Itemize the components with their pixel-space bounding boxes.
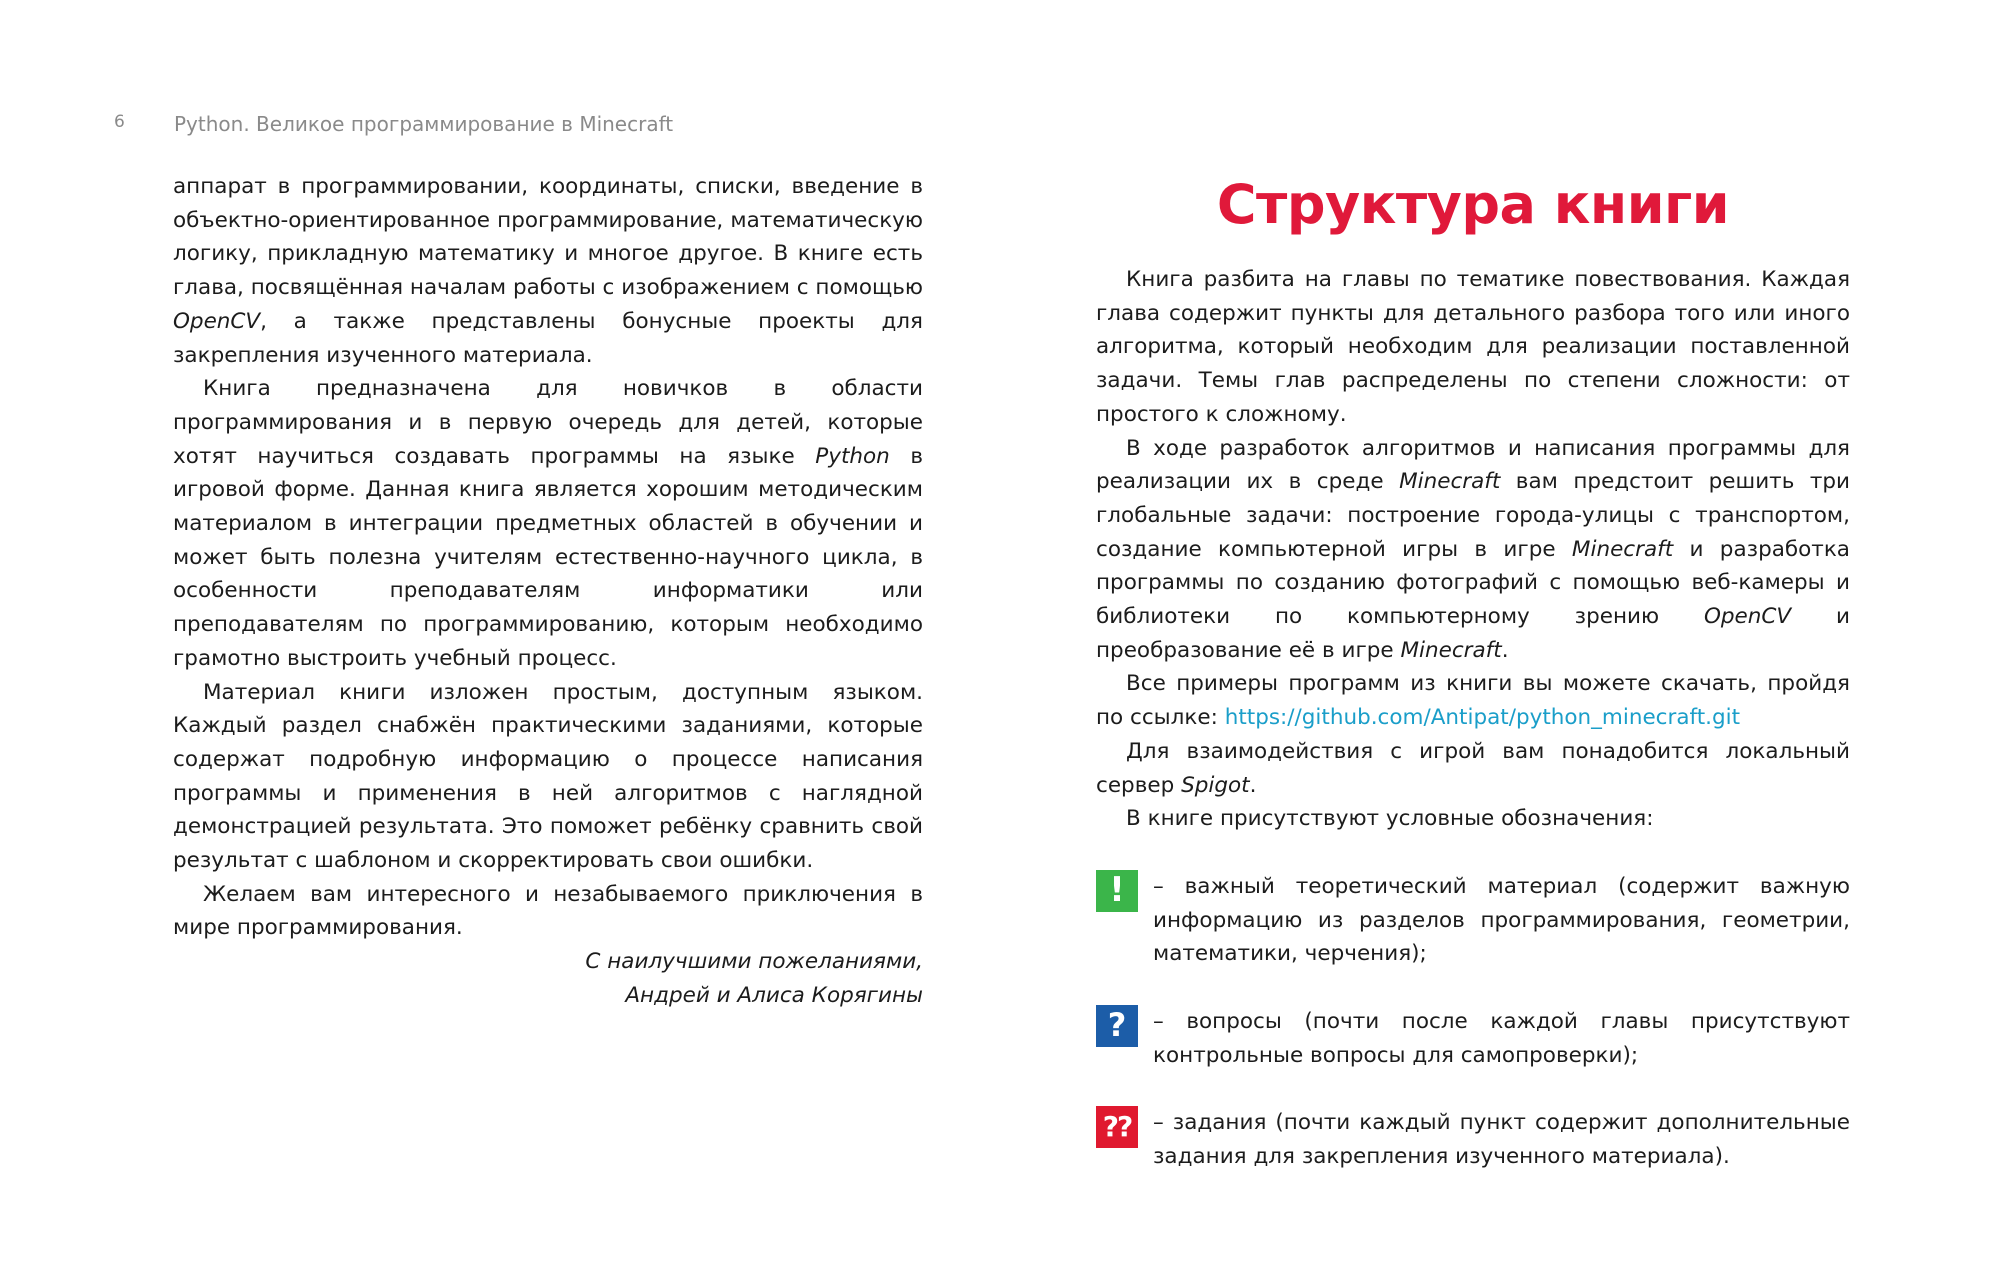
text-run: Для взаимодействия с игрой вам понадобится локальный сервер (1096, 738, 1850, 798)
text-run: В ходе разработок алгоритмов и написания программы для реализации их в среде (1096, 435, 1850, 495)
text-run: Книга предназначена для новичков в области программирования и в первую очередь для детей, которые хотят научиться создавать программы на языке (173, 376, 923, 469)
right-paragraph-4 (1096, 735, 1850, 802)
text-run: , а также представлены бонусные проекты для закрепления изученного материала. (173, 308, 923, 368)
signature (173, 945, 923, 1012)
exclamation-icon: ! (1096, 870, 1138, 912)
minecraft-term: Minecraft (1399, 469, 1501, 495)
page-number: 6 (114, 112, 125, 132)
right-column (1096, 263, 1850, 836)
legend-text-tasks: – задания (почти каждый пункт содержит дополнительные задания для закрепления изученного материала). (1153, 1110, 1850, 1169)
text-run: Все примеры программ из книги вы можете скачать, пройдя по ссылке: (1096, 671, 1850, 731)
legend-text-important: – важный теоретический материал (содержит важную информацию из разделов программирования, геометрии, математики, черчения); (1153, 874, 1850, 967)
left-paragraph-4: Желаем вам интересного и незабываемого приключения в мире программирования. (173, 881, 923, 941)
right-paragraph-3 (1096, 667, 1850, 734)
minecraft-term: Minecraft (1400, 637, 1502, 663)
right-paragraph-2 (1096, 432, 1850, 668)
text-run: . (1501, 637, 1509, 663)
opencv-term: OpenCV (1703, 604, 1792, 630)
text-run: аппарат в программировании, координаты, списки, введение в объектно-ориентированное программирование, математическую логику, прикладную математику и многое другое. В книге есть глава, посвящённая началам работы с изображением с помощью (173, 174, 924, 301)
running-title: Python. Великое программирование в Minecraft (174, 112, 674, 136)
left-paragraph-1 (173, 170, 923, 372)
github-link[interactable]: https://github.com/Antipat/python_minecraft.git (1224, 705, 1741, 731)
text-run: . (1249, 772, 1257, 798)
text-run: и преобразование её в игре (1096, 604, 1850, 663)
minecraft-term: Minecraft (1571, 536, 1674, 562)
opencv-term: OpenCV (173, 308, 261, 334)
double-question-icon: ?? (1096, 1106, 1138, 1148)
question-icon: ? (1096, 1005, 1138, 1047)
text-run: вам предстоит решить три глобальные задачи: построение города-улицы с транспортом, создание компьютерной игры в игре (1096, 469, 1851, 562)
python-term: Python (815, 443, 890, 469)
left-column (173, 170, 923, 1013)
signature-line-1: С наилучшими пожеланиями, (585, 949, 923, 975)
legend-text-questions: – вопросы (почти после каждой главы присутствуют контрольные вопросы для самопроверки); (1153, 1009, 1850, 1068)
section-title: Структура книги (1216, 173, 1730, 236)
signature-line-2: Андрей и Алиса Корягины (625, 982, 923, 1008)
spigot-term: Spigot (1181, 772, 1250, 798)
right-paragraph-1: Книга разбита на главы по тематике повествования. Каждая глава содержит пункты для детального разбора того или иного алгоритма, который необходим для реализации поставленной задачи. Темы глав распределены по степени сложности: от простого к сложному. (1096, 267, 1850, 427)
left-paragraph-3: Материал книги изложен простым, доступным языком. Каждый раздел снабжён практическими заданиями, которые содержат подробную информацию о процессе написания программы и применения в ней алгоритмов с наглядной демонстрацией результата. Это поможет ребёнку сравнить свой результат с шаблоном и скорректировать свои ошибки. (173, 679, 923, 874)
right-paragraph-5: В книге присутствуют условные обозначения: (1126, 806, 1654, 832)
text-run: в игровой форме. Данная книга является хорошим методическим материалом в интеграции предметных областей в обучении и может быть полезна учителям естественно-научного цикла, в особенности преподавателям информатики или преподавателям по программированию, которым необходимо грамотно выстроить учебный процесс. (173, 443, 923, 671)
left-paragraph-2 (173, 372, 923, 675)
text-run: и разработка программы по созданию фотографий с помощью веб-камеры и библиотеки по компьютерному зрению (1096, 536, 1850, 630)
